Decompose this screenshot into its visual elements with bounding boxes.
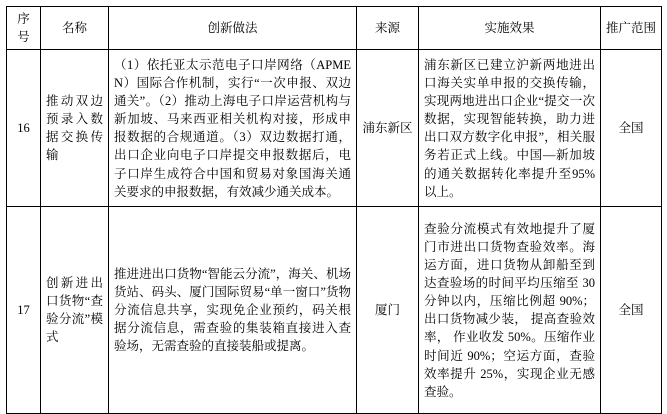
cell-scope: 全国 <box>601 207 662 414</box>
table-row <box>7 50 662 207</box>
column-header-practice: 创新做法 <box>109 7 357 50</box>
column-header-seq: 序号 <box>7 7 41 50</box>
column-header-scope: 推广范围 <box>601 7 662 50</box>
column-header-effect: 实施效果 <box>419 7 601 50</box>
cell-source-text: 厦门 <box>374 303 400 318</box>
cell-effect <box>419 207 601 414</box>
cell-scope: 全国 <box>601 50 662 207</box>
cell-practice <box>109 50 357 207</box>
innovation-practices-table <box>6 6 662 414</box>
cell-seq: 16 <box>7 50 41 207</box>
table-row <box>7 207 662 414</box>
cell-name-text: 推动双边预录入数据交换传输 <box>46 94 103 163</box>
table-body <box>7 50 662 414</box>
cell-practice <box>109 207 357 414</box>
cell-effect-text: 查验分流模式有效地提升了厦门市进出口货物查验效率。海运方面，进口货物从卸船至到达查验场的时间平均压缩至 30 分钟以内，压缩比例超 90%；出口货物减少装， 提高查验效率， 作业收发 50%。压缩作业时间近 90%；空运方面，查验效率提升 25%，实现企业无感查验。 <box>424 221 599 399</box>
cell-name <box>41 50 109 207</box>
cell-source <box>357 50 419 207</box>
cell-practice-text: 推进进出口货物“智能云分流”，海关、机场货站、码头、厦门国际贸易“单一窗口”货物分流信息共享，实现免企业预约，码关根据分流信息，需查验的集装箱直接进入查验场，无需查验的直接装船或提离。 <box>114 266 351 354</box>
cell-name <box>41 207 109 414</box>
cell-practice-text: （1）依托亚太示范电子口岸网络（APMEN）国际合作机制，实行“一次申报、双边通关”。（2）推动上海电子口岸运营机构与新加坡、马来西亚相关机构对接，形成申报数据的合规通道。（3）双边数据打通，出口企业向电子口岸提交申报数据后，电子口岸生成符合中国和贸易对象国海关通关要求的申报数据，有效减少通关成本。 <box>114 57 351 199</box>
cell-name-text: 创新进出口货物“查验分流”模式 <box>46 276 103 345</box>
table-header-row <box>7 7 662 50</box>
cell-source <box>357 207 419 414</box>
column-header-source: 来源 <box>357 7 419 50</box>
cell-source-text: 浦东新区 <box>362 121 413 136</box>
cell-effect <box>419 50 601 207</box>
cell-seq: 17 <box>7 207 41 414</box>
column-header-name: 名称 <box>41 7 109 50</box>
table-header <box>7 7 662 50</box>
cell-effect-text: 浦东新区已建立沪新两地进出口海关实单申报的交换传输，实现两地进出口企业“提交一次数据，实现智能转换，助力进出口双方数字化申报”，相关服务若正式上线。中国—新加坡的通关数据转化率提升至95%以上。 <box>424 57 595 199</box>
